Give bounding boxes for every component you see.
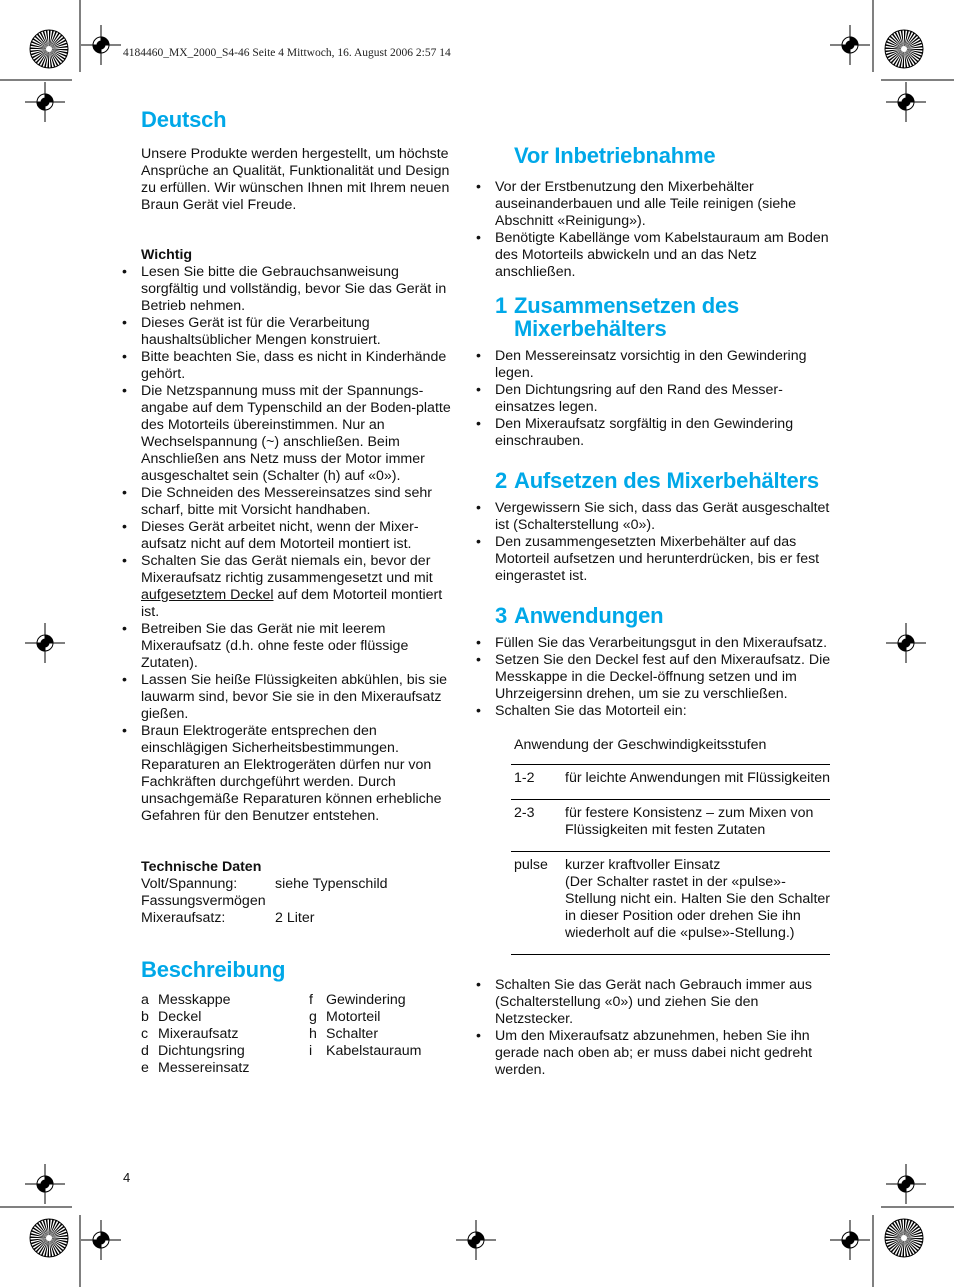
speed-row [511, 765, 830, 799]
speed-description: kurzer kraftvoller Einsatz (Der Schalter rastet in der «pulse»-Stellung nicht ein. Halten Sie den Schalter in dieser Position oder drehen Sie ihn wiederholt auf die «pulse»-Stellung.) [565, 857, 830, 941]
list-item: • Die Schneiden des Messereinsatzes sind sehr scharf, bitte mit Vorsicht handhaben. [141, 485, 459, 519]
section-title-text: Mixerbehälters [514, 316, 667, 341]
registration-crosshair-icon [456, 1220, 496, 1260]
speed-level: 1-2 [514, 770, 535, 786]
list-item: • Braun Elektrogeräte entsprechen den einschlägigen Sicherheitsbestimmungen. Reparaturen an Elektrogeräten dürfen nur von Fachkräften durchgeführt werden. Durch unsachgemäße Reparaturen können erhebliche Gefahren für den Benutzer entstehen. [141, 723, 459, 825]
tech-key: Mixeraufsatz: [141, 910, 226, 926]
section-title-anwendungen [495, 604, 835, 627]
part-item [309, 1009, 459, 1026]
tech-heading: Technische Daten [141, 859, 262, 875]
list-item-text: auf dem Motorteil montiert ist. [141, 587, 443, 620]
part-name: Messereinsatz [158, 1060, 250, 1076]
part-letter: c [141, 1026, 149, 1042]
list-item: • Lesen Sie bitte die Gebrauchsanweisung sorgfältig und vollständig, bevor Sie das Gerät in Betrieb nehmen. [141, 264, 459, 315]
tech-value: siehe Typenschild [275, 876, 388, 892]
registration-crosshair-icon [886, 82, 926, 122]
vor-list [495, 179, 835, 281]
part-name: Gewindering [326, 992, 406, 1008]
left-column [141, 108, 459, 1077]
part-name: Messkappe [158, 992, 231, 1008]
s2-list [495, 500, 835, 585]
part-name: Mixeraufsatz [158, 1026, 239, 1042]
speed-caption: Anwendung der Geschwindigkeitsstufen [514, 737, 767, 753]
part-name: Schalter [326, 1026, 379, 1042]
speed-level: 2-3 [514, 805, 535, 821]
list-item: • Dieses Gerät arbeitet nicht, wenn der Mixer-aufsatz nicht auf dem Motorteil montiert ist. [141, 519, 459, 553]
section-title-text: Anwendungen [514, 603, 664, 628]
list-item: • Füllen Sie das Verarbeitungsgut in den Mixeraufsatz. [495, 635, 835, 652]
part-item [141, 1060, 309, 1077]
list-item: • Den zusammengesetzten Mixerbehälter auf das Motorteil aufsetzen und herunterdrücken, bis er fest eingerastet ist. [495, 534, 835, 585]
list-item: • Den Mixeraufsatz sorgfältig in den Gewindering einschrauben. [495, 416, 835, 450]
speed-level: pulse [514, 857, 548, 873]
right-column [495, 144, 835, 1079]
part-item [309, 992, 459, 1009]
list-item: • Vergewissern Sie sich, dass das Gerät ausgeschaltet ist (Schalterstellung «0»). [495, 500, 835, 534]
part-letter [309, 1060, 326, 1077]
speed-row [511, 851, 830, 954]
tech-row [141, 876, 459, 893]
list-item-text: Schalten Sie das Gerät niemals ein, bevor der Mixeraufsatz richtig zusammengesetzt und mit [141, 553, 433, 586]
registration-crosshair-icon [886, 623, 926, 663]
tech-data-table [141, 876, 459, 927]
section-title-beschreibung: Beschreibung [141, 957, 286, 982]
list-item: • Schalten Sie das Gerät nach Gebrauch immer aus (Schalterstellung «0») und ziehen Sie den Netzstecker. [495, 977, 835, 1028]
tech-row [141, 893, 459, 910]
registration-crosshair-icon [81, 1220, 121, 1260]
part-name: Dichtungsring [158, 1043, 245, 1059]
section-title-deutsch: Deutsch [141, 107, 227, 132]
section-number: 2 [495, 468, 508, 493]
page-number: 4 [123, 1170, 131, 1185]
part-letter: a [141, 992, 149, 1008]
after-list [495, 977, 835, 1079]
registration-rosette-icon [885, 30, 923, 68]
part-item [141, 1026, 309, 1043]
part-letter: b [141, 1009, 149, 1025]
s1-list [495, 348, 835, 450]
underlined-text: aufgesetztem Deckel [141, 587, 274, 603]
registration-rosette-icon [30, 1219, 68, 1257]
section-title-aufsetzen [495, 469, 835, 492]
list-item: • Setzen Sie den Deckel fest auf den Mixeraufsatz. Die Messkappe in die Deckel-öffnung setzen und im Uhrzeigersinn drehen, um sie zu verschließen. [495, 652, 835, 703]
speed-description: für leichte Anwendungen mit Flüssigkeiten [565, 770, 830, 786]
list-item: • Betreiben Sie das Gerät nie mit leerem Mixeraufsatz (d.h. ohne feste oder flüssige Zutaten). [141, 621, 459, 672]
registration-rosette-icon [30, 30, 68, 68]
tech-key: Volt/Spannung: [141, 876, 238, 892]
speed-table [511, 764, 830, 955]
part-letter: i [309, 1043, 313, 1059]
list-item: • Lassen Sie heiße Flüssigkeiten abkühlen, bis sie lauwarm sind, bevor Sie sie in den Mixeraufsatz gießen. [141, 672, 459, 723]
part-item [141, 992, 309, 1009]
s3-list [495, 635, 835, 720]
intro-paragraph: Unsere Produkte werden hergestellt, um höchste Ansprüche an Qualität, Funktionalität und Design zu erfüllen. Wir wünschen Ihnen mit Ihrem neuen Braun Gerät viel Freude. [141, 146, 450, 213]
part-item [309, 1060, 459, 1077]
part-item [309, 1043, 459, 1060]
speed-description: für festere Konsistenz – zum Mixen von Flüssigkeiten mit festen Zutaten [565, 805, 814, 838]
list-item: • Benötigte Kabellänge vom Kabelstauraum am Boden des Motorteils abwickeln und an das Netz anschließen. [495, 230, 835, 281]
part-letter: g [309, 1009, 317, 1025]
section-number: 1 [495, 293, 508, 318]
registration-crosshair-icon [830, 1220, 870, 1260]
wichtig-heading: Wichtig [141, 247, 193, 263]
part-name: Motorteil [326, 1009, 381, 1025]
registration-crosshair-icon [886, 1164, 926, 1204]
section-title-text: Zusammensetzen des [514, 293, 740, 318]
section-number: 3 [495, 603, 508, 628]
part-letter: f [309, 992, 313, 1008]
registration-crosshair-icon [25, 82, 65, 122]
section-title-zusammensetzen [495, 294, 835, 340]
registration-crosshair-icon [25, 1164, 65, 1204]
list-item: • Den Dichtungsring auf den Rand des Messer-einsatzes legen. [495, 382, 835, 416]
list-item: • Schalten Sie das Motorteil ein: [495, 703, 835, 720]
registration-rosette-icon [885, 1219, 923, 1257]
list-item: • Den Messereinsatz vorsichtig in den Gewindering legen. [495, 348, 835, 382]
part-item [309, 1026, 459, 1043]
registration-crosshair-icon [81, 25, 121, 65]
speed-row [511, 799, 830, 851]
part-item [141, 1043, 309, 1060]
tech-value: 2 Liter [275, 910, 315, 926]
list-item: • Um den Mixeraufsatz abzunehmen, heben Sie ihn gerade nach oben ab; er muss dabei nicht gedreht werden. [495, 1028, 835, 1079]
list-item: • Vor der Erstbenutzung den Mixerbehälter auseinanderbauen und alle Teile reinigen (siehe Abschnitt «Reinigung»). [495, 179, 835, 230]
registration-crosshair-icon [25, 623, 65, 663]
list-item [141, 553, 459, 621]
list-item: • Bitte beachten Sie, dass es nicht in Kinderhände gehört. [141, 349, 459, 383]
registration-crosshair-icon [830, 25, 870, 65]
part-letter: h [309, 1026, 317, 1042]
part-name: Kabelstauraum [326, 1043, 422, 1059]
tech-row [141, 910, 459, 927]
tech-key: Fassungsvermögen [141, 893, 266, 909]
part-item [141, 1009, 309, 1026]
section-title-vor-inbetriebnahme: Vor Inbetriebnahme [514, 143, 716, 168]
print-header-line: 4184460_MX_2000_S4-46 Seite 4 Mittwoch, 16. August 2006 2:57 14 [123, 47, 451, 59]
wichtig-list [141, 264, 459, 825]
part-name: Deckel [158, 1009, 202, 1025]
list-item: • Die Netzspannung muss mit der Spannungs-angabe auf dem Typenschild an der Boden-platte des Motorteils übereinstimmen. Nur an Wechselspannung (~) anschließen. Beim Anschließen ans Netz muss der Motor immer ausgeschaltet sein (Schalter (h) auf «0»). [141, 383, 459, 485]
part-letter: e [141, 1060, 149, 1076]
section-title-text: Aufsetzen des Mixerbehälters [514, 468, 819, 493]
parts-list [141, 992, 459, 1077]
part-letter: d [141, 1043, 149, 1059]
list-item: • Dieses Gerät ist für die Verarbeitung haushaltsüblicher Mengen konstruiert. [141, 315, 459, 349]
